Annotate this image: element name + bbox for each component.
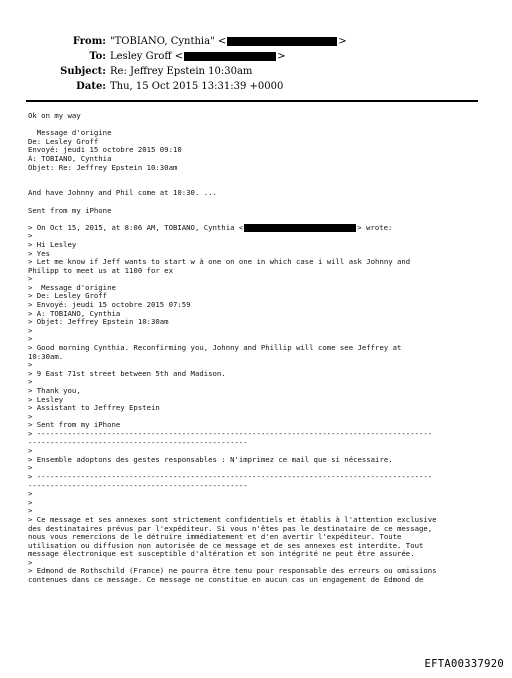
body-line: > Envoyé: jeudi 15 octobre 2015 07:59 [28,301,191,310]
from-label: From: [72,36,106,47]
body-line: 10:30am. [28,352,64,361]
body-line: > Message d'origine [28,283,116,292]
body-line: Philipp to meet us at 1100 for ex [28,266,173,275]
to-row [26,49,466,64]
from-value [110,34,347,49]
body-line: > Hi Lesley [28,240,77,249]
date-label: Date: [76,81,106,92]
body-line: > [28,490,33,499]
body-line: > Yes [28,249,50,258]
from-row [26,34,466,49]
body-line: Message d'origine [28,129,112,138]
to-name: Lesley Groff < [110,51,184,62]
separator-line: > ------------------------------------------------------------------------------------------ [28,429,433,438]
body-line: > Sent from my iPhone [28,421,121,430]
body-line: Sent from my iPhone [28,206,112,215]
body-line: À: TOBIANO, Cynthia [28,154,112,163]
disclaimer-line: contenues dans ce message. Ce message ne constitue en aucun cas un engagement de Edmond de [28,576,424,585]
email-body [28,112,498,585]
redaction-block [244,224,356,232]
body-line: Envoyé: jeudi 15 octobre 2015 09:10 [28,146,182,155]
from-name: "TOBIANO, Cynthia" < [110,36,227,47]
header-divider [26,100,478,102]
body-line: > [28,464,33,473]
body-line: > [28,361,33,370]
body-line: > Ensemble adoptons des gestes responsables : N'imprimez ce mail que si nécessaire. [28,455,393,464]
date-value: Thu, 15 Oct 2015 13:31:39 +0000 [110,81,284,92]
body-line: > [28,275,33,284]
quoted-header-end: > wrote: [357,223,393,232]
disclaimer-line: des destinataires prévus par l'expéditeur. Si vous n'êtes pas le destinataire de ce message, [28,524,433,533]
document-id: EFTA00337920 [424,658,504,670]
separator-line: -------------------------------------------------- [28,438,248,447]
from-tail: > [338,36,347,47]
body-line: > [28,558,33,567]
to-value [110,49,285,64]
redaction-block [184,52,276,61]
disclaimer-line: nous vous remercions de le détruire immédiatement et d'en avertir l'expéditeur. Toute [28,533,402,542]
body-line [28,121,498,130]
body-line: > [28,378,33,387]
body-line: Objet: Re: Jeffrey Epstein 10:30am [28,163,178,172]
body-line [28,215,498,224]
body-line: > [28,335,33,344]
body-line: > Objet: Jeffrey Epstein 10:30am [28,318,169,327]
body-line [28,172,498,181]
quoted-header-start: > On Oct 15, 2015, at 8:06 AM, TOBIANO, Cynthia < [28,223,244,232]
body-line: De: Lesley Groff [28,137,99,146]
body-line: > Let me know if Jeff wants to start w à one on one in which case i will ask Johnny and [28,258,411,267]
body-line: > [28,326,33,335]
body-line: > [28,507,33,516]
separator-line: > ------------------------------------------------------------------------------------------ [28,472,433,481]
body-line [28,198,498,207]
disclaimer-line: utilisation ou diffusion non autorisée de ce message et de ses annexes est interdite. Tout [28,541,424,550]
redaction-block [227,37,337,46]
date-row [26,79,466,94]
body-line: > [28,447,33,456]
subject-row [26,64,466,79]
disclaimer-line: > Edmond de Rothschild (France) ne pourra être tenu pour responsable des erreurs ou omissions [28,567,437,576]
subject-value: Re: Jeffrey Epstein 10:30am [110,66,253,77]
subject-label: Subject: [60,66,106,77]
body-line: > À: TOBIANO, Cynthia [28,309,121,318]
to-label: To: [89,51,106,62]
body-line: > Lesley [28,395,64,404]
disclaimer-line: message électronique est susceptible d'altération et son intégrité ne peut être assurée. [28,550,415,559]
body-line [28,181,498,190]
to-tail: > [277,51,286,62]
body-line: > Assistant to Jeffrey Epstein [28,404,160,413]
body-line: > [28,232,33,241]
body-line: > Thank you, [28,387,81,395]
body-line: And have Johnny and Phil come at 10:30. ... [28,189,217,198]
disclaimer-line: > Ce message et ses annexes sont strictement confidentiels et établis à l'attention exclusive [28,515,437,524]
body-line: > De: Lesley Groff [28,292,108,301]
body-line: > [28,498,33,507]
body-line: Ok on my way [28,112,81,120]
quoted-header-line [28,224,498,233]
body-line: > 9 East 71st street between 5th and Madison. [28,369,226,378]
email-header [26,34,466,94]
separator-line: -------------------------------------------------- [28,481,248,490]
body-line: > Good morning Cynthia. Reconfirming you, Johnny and Phillip will come see Jeffrey at [28,344,402,353]
body-line: > [28,412,33,421]
